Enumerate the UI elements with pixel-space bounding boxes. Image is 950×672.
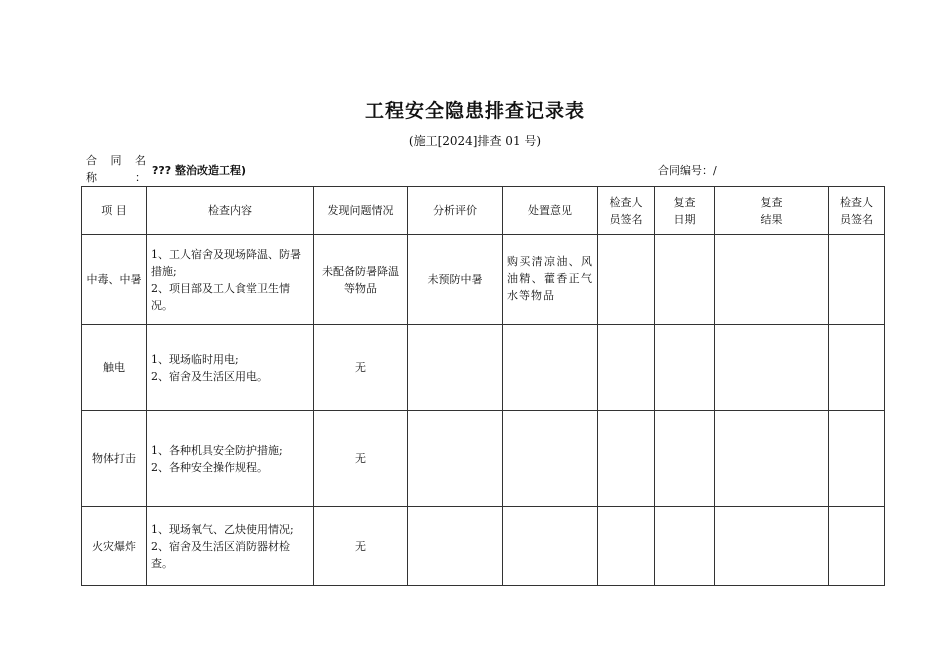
contract-name-value: ??? 整治改造工程) [152,164,246,177]
row-inspector-sign-2[interactable] [829,325,885,411]
table-row [82,325,885,411]
row-opinion [503,325,598,411]
row-issues: 无 [314,507,408,586]
row-issues: 无 [314,411,408,507]
document-title: 工程安全隐患排查记录表 [364,100,585,122]
row-opinion [503,507,598,586]
row-issues: 无 [314,325,408,411]
row-inspector-sign[interactable] [598,325,655,411]
table-row [82,411,885,507]
document-number: (施工[2024]排查 01 号) [408,134,542,148]
row-content: 1、现场临时用电; 2、宿舍及生活区用电。 [147,325,314,411]
row-inspector-sign-2[interactable] [829,411,885,507]
contract-number: 合同编号：/ [658,164,717,177]
contract-name-label: 合 同 名 称： [86,154,148,184]
row-opinion: 购买清凉油、风油精、藿香正气水等物品 [503,235,598,325]
row-recheck-result[interactable] [715,235,829,325]
row-inspector-sign[interactable] [598,235,655,325]
inspection-table [81,186,885,586]
row-analysis: 未预防中暑 [408,235,503,325]
table-row [82,507,885,586]
header-inspector-sign: 检查人 员签名 [598,187,655,235]
row-content: 1、现场氧气、乙炔使用情况; 2、宿舍及生活区消防器材检查。 [147,507,314,586]
row-recheck-date[interactable] [655,507,715,586]
row-recheck-date[interactable] [655,411,715,507]
header-recheck-date: 复查 日期 [655,187,715,235]
row-recheck-result[interactable] [715,507,829,586]
row-content: 1、工人宿舍及现场降温、防暑措施; 2、项目部及工人食堂卫生情况。 [147,235,314,325]
row-item: 火灾爆炸 [82,507,147,586]
header-inspector-sign-2: 检查人 员签名 [829,187,885,235]
header-recheck-result: 复查 结果 [715,187,829,235]
row-recheck-date[interactable] [655,235,715,325]
row-analysis [408,325,503,411]
row-analysis [408,507,503,586]
table-header-row [82,187,885,235]
row-issues: 未配备防暑降温等物品 [314,235,408,325]
row-inspector-sign[interactable] [598,507,655,586]
row-inspector-sign-2[interactable] [829,507,885,586]
header-item: 项 目 [82,187,147,235]
header-analysis: 分析评价 [408,187,503,235]
row-recheck-date[interactable] [655,325,715,411]
row-item: 触电 [82,325,147,411]
row-recheck-result[interactable] [715,411,829,507]
header-issues: 发现问题情况 [314,187,408,235]
table-row [82,235,885,325]
row-content: 1、各种机具安全防护措施; 2、各种安全操作规程。 [147,411,314,507]
row-inspector-sign[interactable] [598,411,655,507]
header-content: 检查内容 [147,187,314,235]
row-item: 中毒、中暑 [82,235,147,325]
row-opinion [503,411,598,507]
row-analysis [408,411,503,507]
row-item: 物体打击 [82,411,147,507]
row-recheck-result[interactable] [715,325,829,411]
header-opinion: 处置意见 [503,187,598,235]
row-inspector-sign-2[interactable] [829,235,885,325]
